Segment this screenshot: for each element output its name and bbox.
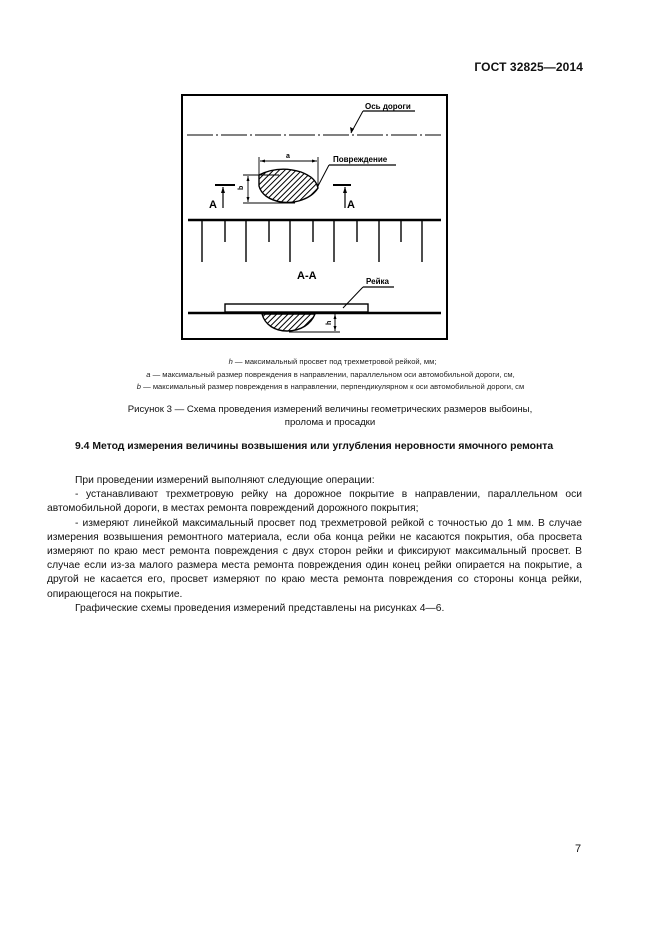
figure-3-diagram: [181, 94, 448, 340]
legend-item-a: a — максимальный размер повреждения в направлении, параллельном оси автомобильной дороги, см,: [146, 369, 515, 379]
document-header-id: ГОСТ 32825—2014: [474, 60, 583, 74]
page-number: 7: [575, 843, 582, 855]
measurement-scheme-drawing: [183, 96, 446, 338]
body-text: [47, 474, 582, 616]
road-axis-label: Ось дороги: [365, 102, 411, 111]
figure-caption: Рисунок 3 — Схема проведения измерений величины геометрических размеров выбоины, пролома и просадки: [127, 404, 533, 428]
depression-shape: [262, 314, 315, 331]
paragraph-step-1: - устанавливают трехметровую рейку на дорожное покрытие в направлении, параллельном оси автомобильной дороги, в местах ремонта повреждений дорожного покрытия;: [47, 489, 582, 515]
section-mark-left: А: [209, 199, 217, 211]
paragraph-step-2: - измеряют линейкой максимальный просвет под трехметровой рейкой с точностью до 1 мм. В случае измерения возвышения ремонтного материала, если оба конца рейки не касаются покрытия, оба просвета измеряют по краю мест ремонта повреждения с двух сторон рейки и фиксируют максимальный просвет. В случае если из-за малого размера места ремонта повреждения один конец рейки опирается на покрытие, а другой не касается его, просвет измеряют по краю места ремонта повреждения со стороны конца рейки, опирающегося на покрытие.: [47, 517, 582, 600]
legend-item-b: b — максимальный размер повреждения в направлении, перпендикулярном к оси автомобильной дороги, см: [136, 382, 525, 391]
paragraph-intro: При проведении измерений выполняют следующие операции:: [75, 475, 375, 486]
svg-text:a: a: [286, 153, 290, 160]
section-mark-right: А: [347, 199, 355, 211]
figure-legend: [0, 356, 661, 394]
damage-label: Повреждение: [333, 155, 388, 164]
section-view-label: А-А: [297, 270, 317, 282]
svg-text:b: b: [238, 185, 245, 190]
paragraph-reference: Графические схемы проведения измерений представлены на рисунках 4—6.: [75, 602, 445, 614]
damage-shape: [259, 169, 318, 202]
section-heading: 9.4 Метод измерения величины возвышения или углубления неровности ямочного ремонта: [75, 441, 554, 452]
legend-item-h: h — максимальный просвет под трехметровой рейкой, мм;: [228, 357, 437, 366]
rail-label: Рейка: [366, 277, 389, 286]
svg-text:h: h: [326, 320, 333, 325]
rail-shape: [225, 304, 368, 312]
